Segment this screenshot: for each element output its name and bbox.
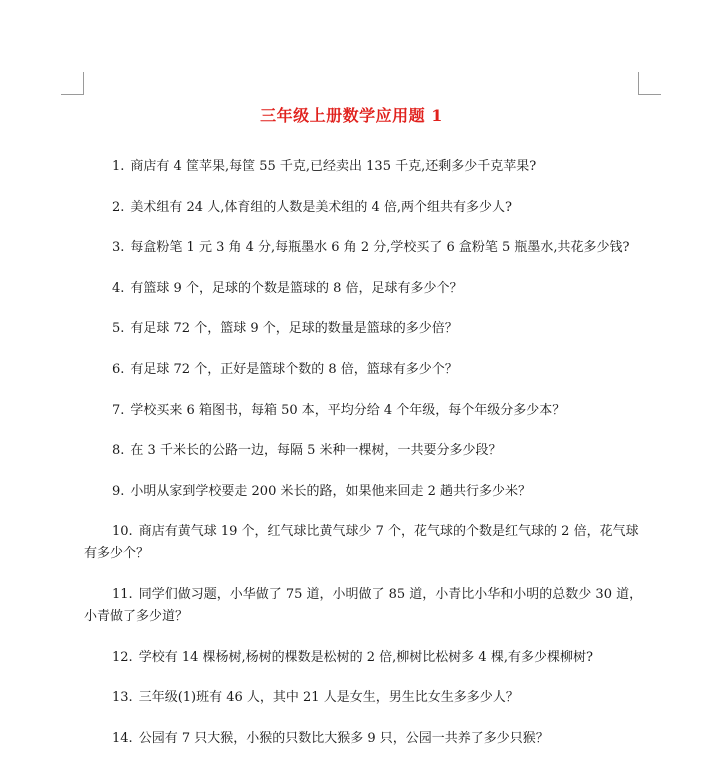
problem-text: 商店有 4 筐苹果,每筐 55 千克,已经卖出 135 千克,还剩多少千克苹果?: [130, 159, 537, 174]
problem-text: 有足球 72 个，篮球 9 个，足球的数量是篮球的多少倍？: [130, 321, 458, 337]
problem-1: [84, 156, 644, 178]
problem-2: [84, 197, 644, 219]
problem-5: [84, 318, 644, 340]
problem-number: 9.: [112, 483, 125, 499]
problem-number: 3.: [112, 240, 125, 256]
problem-number: 12.: [112, 649, 133, 665]
problem-text: 小明从家到学校要走 200 米长的路，如果他来回走 2 趟共行多少米？: [130, 483, 532, 499]
document-title: 三年级上册数学应用题 1: [260, 106, 443, 125]
problem-11: [84, 584, 644, 628]
problem-12: [84, 647, 644, 669]
problem-4: [84, 278, 644, 300]
problem-text: 在 3 千米长的公路一边，每隔 5 米种一棵树，一共要分多少段？: [130, 443, 502, 459]
problem-number: 4.: [112, 280, 125, 296]
problem-number: 8.: [112, 443, 125, 459]
problem-text: 有篮球 9 个，足球的个数是篮球的 8 倍，足球有多少个？: [130, 280, 463, 296]
problem-text: 有足球 72 个，正好是篮球个数的 8 倍，篮球有多少个？: [130, 361, 458, 377]
problem-number: 14.: [112, 730, 133, 746]
problem-number: 7.: [112, 402, 125, 418]
problem-text: 学校买来 6 箱图书，每箱 50 本，平均分给 4 个年级，每个年级分多少本？: [130, 402, 566, 418]
problem-number: 2.: [112, 199, 125, 215]
problem-text: 同学们做习题，小华做了 75 道，小明做了 85 道，小青比小华和小明的总数少 30 道，小青做了多少道？: [84, 586, 643, 624]
problem-8: [84, 440, 644, 462]
problem-number: 13.: [112, 690, 133, 706]
problem-text: 每盒粉笔 1 元 3 角 4 分,每瓶墨水 6 角 2 分,学校买了 6 盒粉笔 5 瓶墨水,共花多少钱?: [130, 240, 630, 256]
problem-number: 11.: [112, 586, 133, 602]
problem-13: [84, 687, 644, 709]
margin-corner-top-left: [61, 72, 84, 95]
problem-number: 6.: [112, 361, 125, 377]
problem-3: [84, 237, 644, 259]
problem-10: [84, 521, 644, 565]
problem-text: 三年级(1)班有 46 人，其中 21 人是女生，男生比女生多多少人？: [138, 690, 519, 706]
problem-number: 1.: [112, 159, 125, 174]
problem-9: [84, 481, 644, 503]
problem-number: 10.: [112, 524, 133, 540]
margin-corner-top-right: [638, 72, 661, 95]
problem-text: 商店有黄气球 19 个，红气球比黄气球少 7 个，花气球的个数是红气球的 2 倍，花气球有多少个？: [84, 524, 639, 562]
problem-7: [84, 400, 644, 422]
problem-text: 学校有 14 棵杨树,杨树的棵数是松树的 2 倍,柳树比松树多 4 棵,有多少棵柳树?: [138, 649, 593, 665]
problem-14: [84, 728, 644, 750]
problem-list: [84, 156, 644, 768]
problem-text: 公园有 7 只大猴，小猴的只数比大猴多 9 只，公园一共养了多少只猴？: [138, 730, 549, 746]
problem-text: 美术组有 24 人,体育组的人数是美术组的 4 倍,两个组共有多少人?: [130, 199, 512, 215]
problem-6: [84, 359, 644, 381]
problem-number: 5.: [112, 321, 125, 337]
